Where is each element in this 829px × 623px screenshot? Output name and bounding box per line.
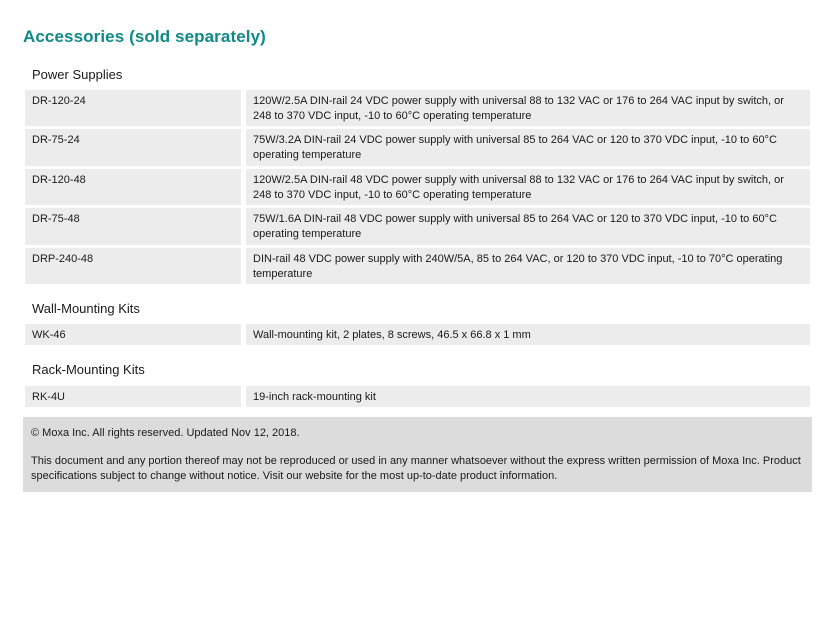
section-title-rack-mounting-kits: Rack-Mounting Kits [32,362,145,377]
description-cell: 120W/2.5A DIN-rail 48 VDC power supply with universal 88 to 132 VAC or 176 to 264 VAC input by switch, or 248 to 370 VDC input, -10 to 60°C operating temperature [246,169,810,205]
model-cell: DR-120-48 [25,169,241,205]
model-cell: DR-120-24 [25,90,241,126]
model-cell: RK-4U [25,386,241,407]
description-cell: 120W/2.5A DIN-rail 24 VDC power supply with universal 88 to 132 VAC or 176 to 264 VAC input by switch, or 248 to 370 VDC input, -10 to 60°C operating temperature [246,90,810,126]
table-row [25,169,810,205]
model-cell: DRP-240-48 [25,248,241,284]
description-cell: 75W/1.6A DIN-rail 48 VDC power supply with universal 85 to 264 VAC or 120 to 370 VDC input, -10 to 60°C operating temperature [246,208,810,245]
footer [23,417,812,492]
model-cell: DR-75-48 [25,208,241,245]
description-cell: 19-inch rack-mounting kit [246,386,810,407]
section-title-power-supplies: Power Supplies [32,67,123,82]
copyright-text: © Moxa Inc. All rights reserved. Updated Nov 12, 2018. [31,427,300,439]
table-row [25,90,810,126]
model-cell: DR-75-24 [25,129,241,166]
table-row [25,208,810,245]
description-cell: Wall-mounting kit, 2 plates, 8 screws, 46.5 x 66.8 x 1 mm [246,324,810,345]
table-row [25,324,810,345]
table-row [25,129,810,166]
table-row [25,386,810,407]
table-row [25,248,810,284]
model-cell: WK-46 [25,324,241,345]
section-title-wall-mounting-kits: Wall-Mounting Kits [32,301,140,316]
legal-notice: This document and any portion thereof may not be reproduced or used in any manner whatsoever without the express written permission of Moxa Inc. Product specifications subject to change without notice. Visit our website for the most up-to-date product information. [31,455,801,482]
page-title: Accessories (sold separately) [23,27,266,46]
description-cell: DIN-rail 48 VDC power supply with 240W/5A, 85 to 264 VAC, or 120 to 370 VDC input, -10 to 70°C operating temperature [246,248,810,284]
description-cell: 75W/3.2A DIN-rail 24 VDC power supply with universal 85 to 264 VAC or 120 to 370 VDC input, -10 to 60°C operating temperature [246,129,810,166]
